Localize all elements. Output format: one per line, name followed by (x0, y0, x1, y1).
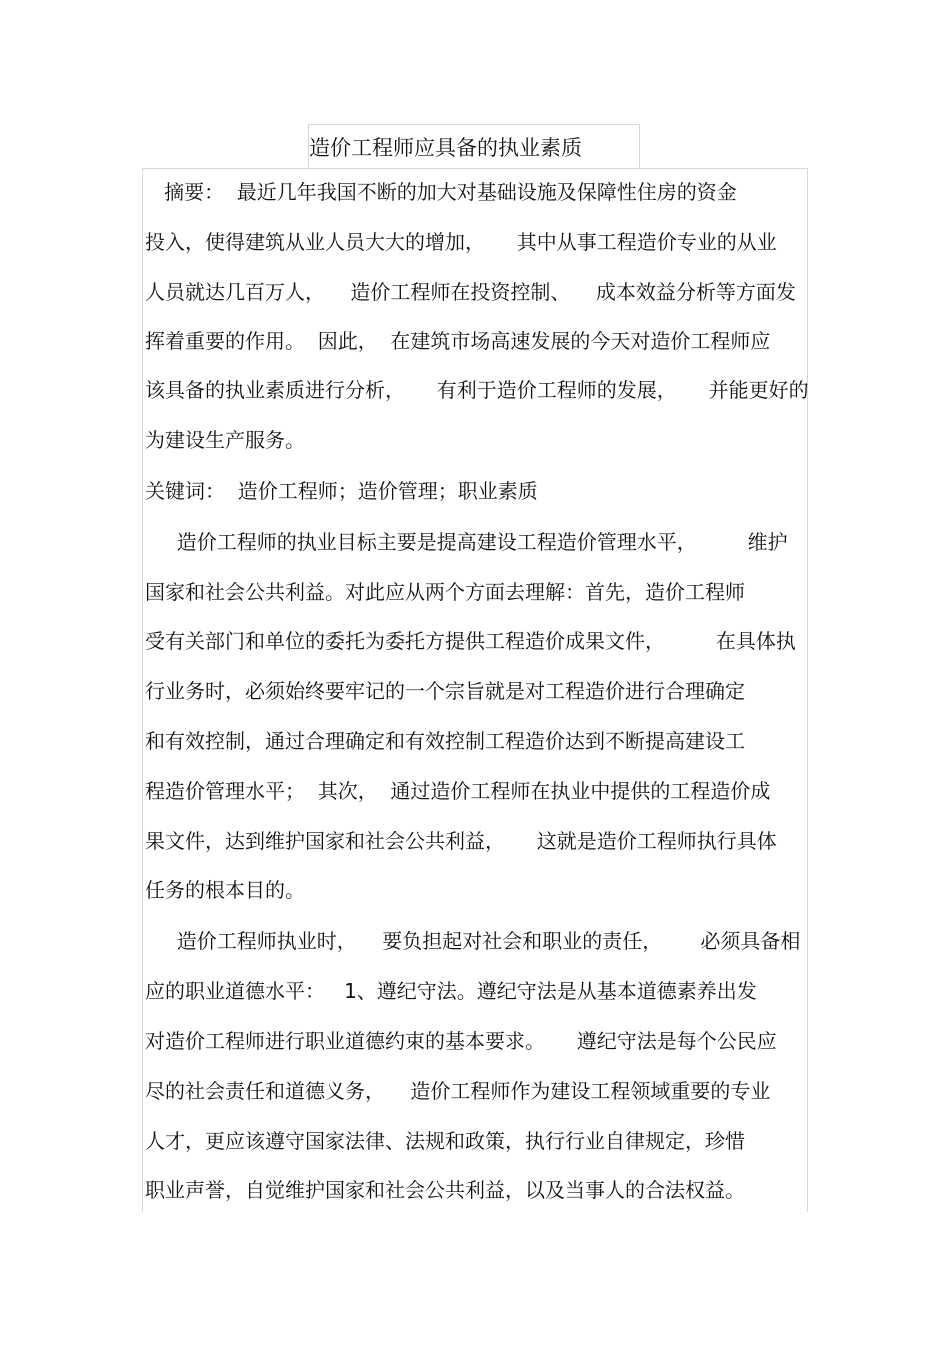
text-line: 受有关部门和单位的委托为委托方提供工程造价成果文件， 在具体执 (145, 629, 796, 653)
text-line: 造价工程师执业时， 要负担起对社会和职业的责任， 必须具备相 (145, 929, 801, 953)
text-line: 为建设生产服务。 (145, 428, 305, 452)
text-line: 国家和社会公共利益。对此应从两个方面去理解：首先，造价工程师 (145, 580, 745, 604)
text-line: 尽的社会责任和道德义务， 造价工程师作为建设工程领域重要的专业 (145, 1079, 771, 1103)
text-line: 投入，使得建筑从业人员大大的增加， 其中从事工程造价专业的从业 (145, 230, 777, 254)
text-line: 挥着重要的作用。 因此， 在建筑市场高速发展的今天对造价工程师应 (145, 329, 771, 353)
text-line: 任务的根本目的。 (145, 878, 305, 902)
text-line: 关键词： 造价工程师；造价管理；职业素质 (145, 479, 538, 503)
text-line: 职业声誉，自觉维护国家和社会公共利益，以及当事人的合法权益。 (145, 1178, 745, 1202)
text-line: 摘要： 最近几年我国不断的加大对基础设施及保障性住房的资金 (145, 180, 737, 204)
text-line: 和有效控制，通过合理确定和有效控制工程造价达到不断提高建设工 (145, 729, 745, 753)
text-line: 该具备的执业素质进行分析， 有利于造价工程师的发展， 并能更好的 (145, 378, 809, 402)
document-title: 造价工程师应具备的执业素质 (309, 136, 582, 160)
text-line: 应的职业道德水平： 1、遵纪守法。遵纪守法是从基本道德素养出发 (145, 979, 757, 1003)
text-line: 对造价工程师进行职业道德约束的基本要求。 遵纪守法是每个公民应 (145, 1029, 777, 1053)
text-line: 果文件，达到维护国家和社会公共利益， 这就是造价工程师执行具体 (145, 829, 777, 853)
text-line: 程造价管理水平； 其次， 通过造价工程师在执业中提供的工程造价成 (145, 779, 771, 803)
title-box (308, 124, 640, 168)
text-line: 人员就达几百万人， 造价工程师在投资控制、 成本效益分析等方面发 (145, 280, 796, 304)
text-line: 行业务时，必须始终要牢记的一个宗旨就是对工程造价进行合理确定 (145, 679, 745, 703)
text-line: 造价工程师的执业目标主要是提高建设工程造价管理水平， 维护 (145, 530, 788, 554)
text-line: 人才，更应该遵守国家法律、法规和政策，执行行业自律规定，珍惜 (145, 1129, 745, 1153)
